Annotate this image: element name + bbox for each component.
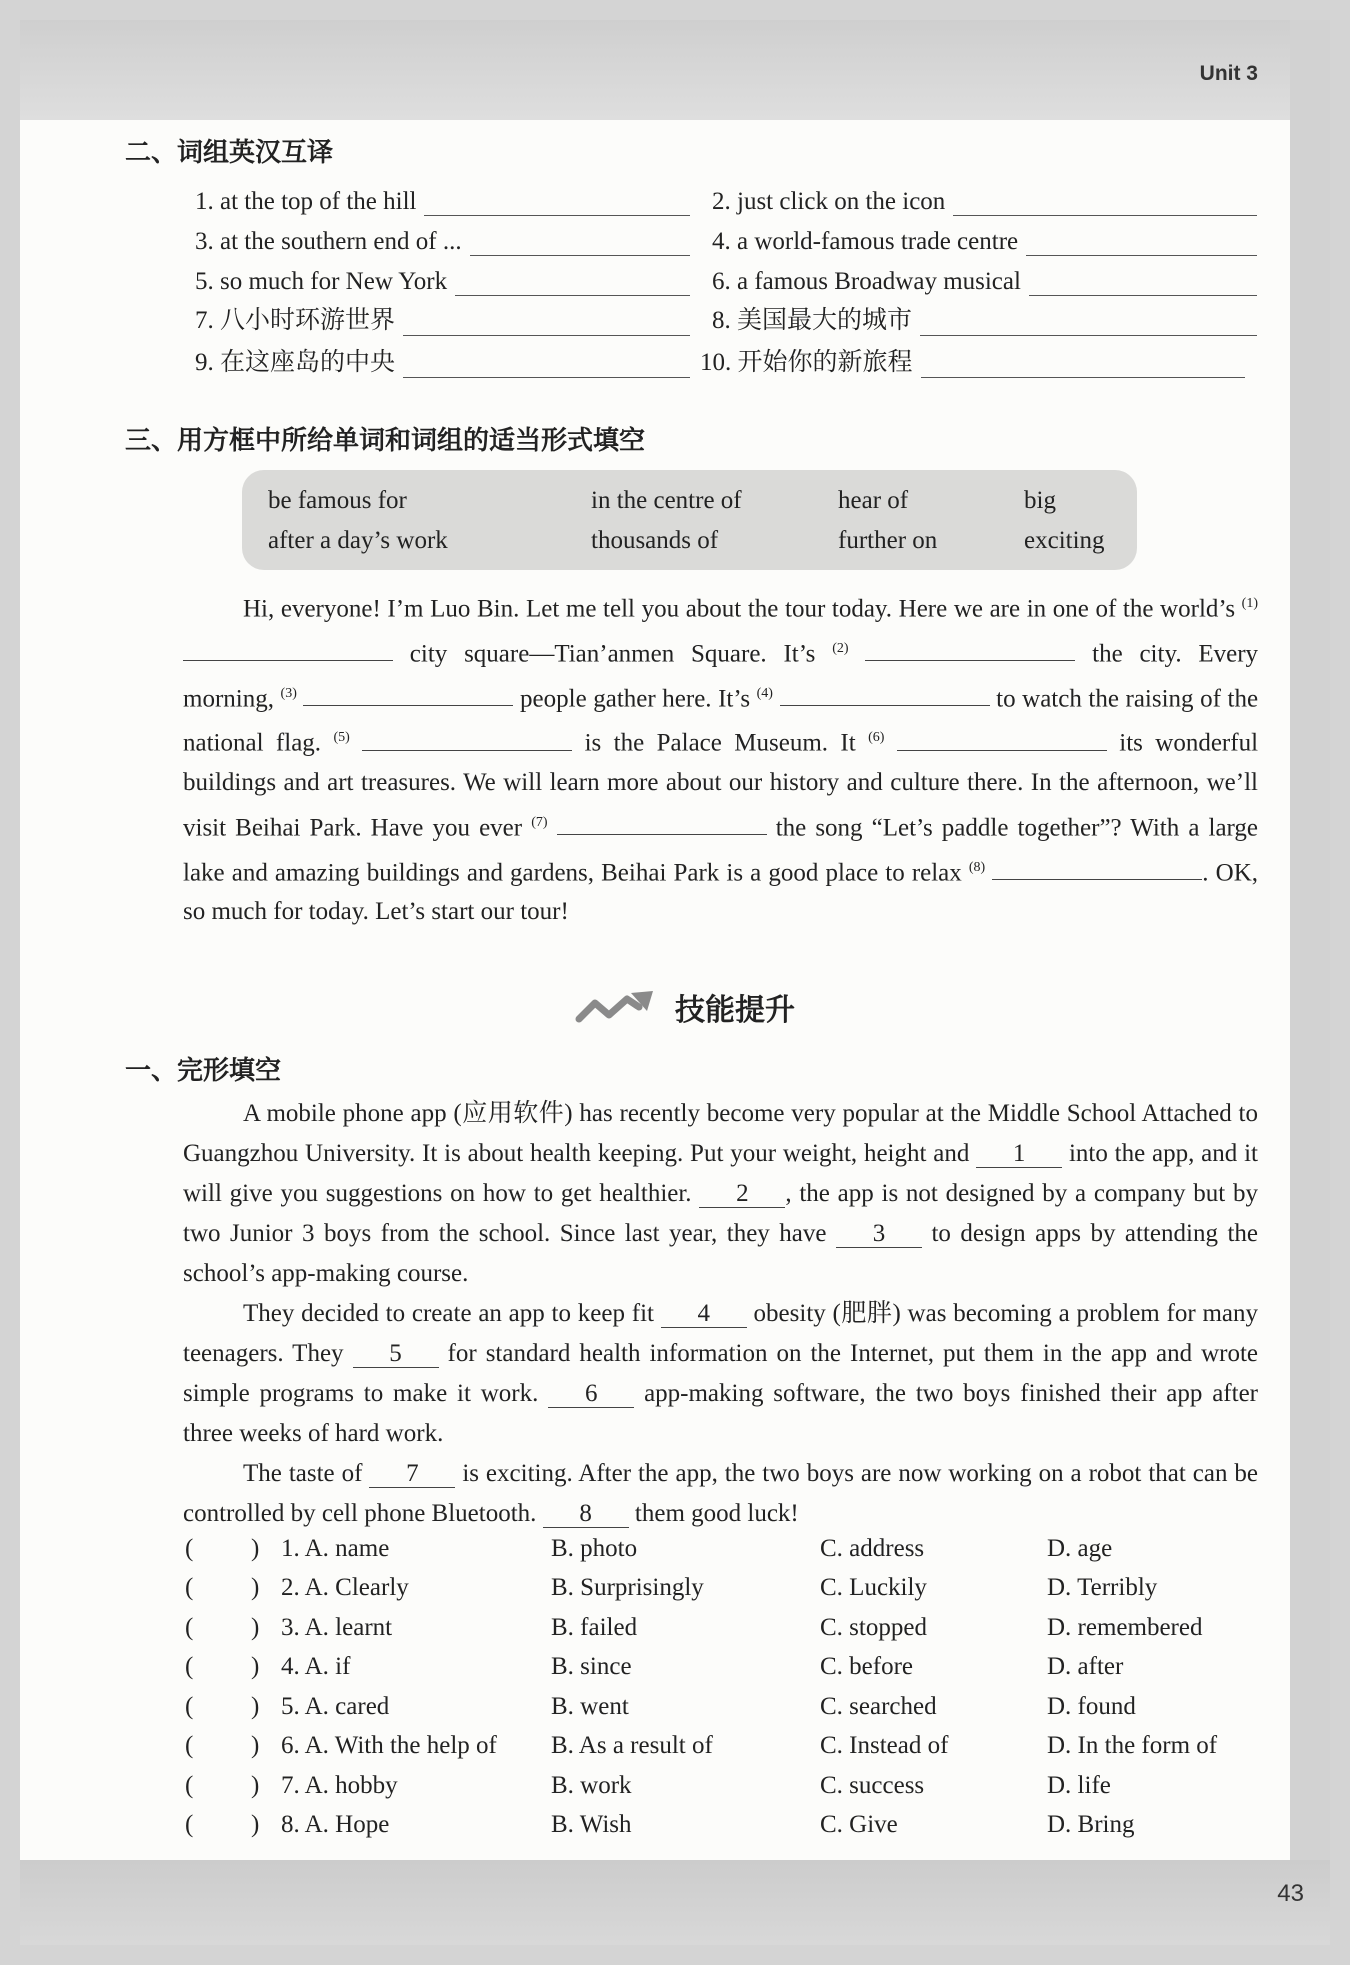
word-option: thousands of [591,527,719,554]
passage-text: the song “Let’s paddle together”? With a large lake and amazing buildings and gardens, Beihai Park is a good place to relax [183,814,1259,886]
cloze-gap-5[interactable]: 5 [353,1341,439,1368]
cloze-gap-1[interactable]: 1 [976,1141,1062,1168]
vocab-text: 5. so much for New York [195,268,448,295]
answer-blank[interactable] [403,351,690,378]
option-c[interactable]: C. stopped [820,1614,927,1641]
option-a[interactable]: 6. A. With the help of [281,1732,497,1759]
answer-paren: ) [251,1811,260,1838]
bottom-shadow-band [20,1860,1330,1945]
answer-paren: ) [251,1772,260,1799]
vocab-text: 6. a famous Broadway musical [712,268,1021,295]
vocab-text: 9. 在这座岛的中央 [195,349,396,376]
option-a[interactable]: 5. A. cared [281,1693,390,1720]
cloze-paragraph-1 [183,1094,1258,1294]
option-a[interactable]: 7. A. hobby [281,1772,398,1799]
vocab-item [195,216,690,256]
cloze-paragraph-2 [183,1294,1258,1454]
cloze-gap-7[interactable]: 7 [369,1461,455,1488]
option-row [183,1574,1263,1614]
cloze-gap-3[interactable]: 3 [836,1221,922,1248]
option-b[interactable]: B. work [551,1772,632,1799]
vocab-text: 10. 开始你的新旅程 [700,349,913,376]
answer-blank[interactable] [1029,269,1257,296]
passage-text: its wonderful buildings and art treasures. We will learn more about our history and culture there. In the afternoon, we’ll visit Beihai Park. Have you ever [183,729,1259,842]
section3-heading: 三、用方框中所给单词和词组的适当形式填空 [125,426,646,456]
passage-blank-3[interactable] [303,681,513,706]
vocab-text: 3. at the southern end of ... [195,228,462,255]
word-option: be famous for [268,487,407,514]
vocab-item [712,296,1257,336]
passage-blank-4[interactable] [780,681,990,706]
section2-heading: 二、词组英汉互译 [125,138,334,168]
option-d[interactable]: D. In the form of [1047,1732,1218,1759]
cloze-text: is exciting. After the app, the two boys are now working on a robot that can be controlled by cell phone Bluetooth. [183,1460,1258,1527]
vocab-item [712,176,1257,216]
option-b[interactable]: B. failed [551,1614,638,1641]
vocab-item [195,338,690,378]
option-b[interactable]: B. photo [551,1535,638,1562]
option-d[interactable]: D. Terribly [1047,1574,1158,1601]
option-row [183,1732,1263,1772]
passage-blank-7[interactable] [557,810,767,835]
word-option: further on [838,527,938,554]
word-option: after a day’s work [268,527,448,554]
skill-title-text: 技能提升 [675,993,795,1028]
blank-number: (2) [832,640,849,656]
option-a[interactable]: 1. A. name [281,1535,390,1562]
vocab-item [195,256,690,296]
vocab-text: 8. 美国最大的城市 [712,307,913,334]
unit-label: Unit 3 [1199,62,1258,85]
blank-number: (8) [968,859,986,875]
option-d[interactable]: D. Bring [1047,1811,1135,1838]
answer-blank[interactable] [424,189,690,216]
cloze-text: They decided to create an app to keep fit [243,1300,654,1327]
answer-blank[interactable] [470,229,690,256]
right-edge-strip [1290,20,1330,1945]
cloze-paragraph-3 [183,1454,1258,1534]
word-option: hear of [838,487,909,514]
cloze-text: , the app is not designed by a company but by two Junior 3 boys from the school. Since last year, they have [183,1180,1258,1247]
word-box [242,470,1137,570]
vocab-item [712,256,1257,296]
answer-blank[interactable] [920,309,1257,336]
vocab-text: 7. 八小时环游世界 [195,307,396,334]
option-row [183,1535,1263,1575]
option-c[interactable]: C. success [820,1772,925,1799]
cloze-gap-6[interactable]: 6 [548,1381,634,1408]
answer-blank[interactable] [403,309,690,336]
option-row [183,1614,1263,1654]
cloze-text: to design apps by attending the school’s app-making course. [183,1220,1258,1287]
vocab-item [700,338,1245,378]
passage-text: to watch the raising of the national flag. [183,684,1259,757]
answer-paren[interactable]: ( [185,1653,194,1680]
vocab-text: 1. at the top of the hill [195,188,417,215]
answer-paren[interactable]: ( [185,1574,194,1601]
option-d[interactable]: D. age [1047,1535,1113,1562]
passage-blank-1[interactable] [183,636,393,661]
cloze-text: for standard health information on the Internet, put them in the app and wrote simple programs to make it work. [183,1340,1258,1407]
trend-arrow-icon [575,989,655,1025]
option-b[interactable]: B. went [551,1693,629,1720]
answer-paren: ) [251,1693,260,1720]
passage-blank-2[interactable] [865,636,1075,661]
option-a[interactable]: 3. A. learnt [281,1614,393,1641]
cloze-text: app-making software, the two boys finished their app after three weeks of hard work. [183,1380,1258,1447]
option-d[interactable]: D. remembered [1047,1614,1203,1641]
answer-paren: ) [251,1535,260,1562]
vocab-text: 4. a world-famous trade centre [712,228,1019,255]
word-option: in the centre of [591,487,742,514]
option-d[interactable]: D. after [1047,1653,1124,1680]
blank-number: (4) [756,685,773,701]
answer-blank[interactable] [1026,229,1257,256]
option-c[interactable]: C. Luckily [820,1574,927,1601]
cloze-text: into the app, and it will give you suggestions on how to get healthier. [183,1140,1258,1207]
passage-text: city square—Tian’anmen Square. It’s [409,640,816,668]
skill-section-title [575,985,795,1029]
answer-paren[interactable]: ( [185,1772,194,1799]
option-b[interactable]: B. Surprisingly [551,1574,704,1601]
blank-number: (5) [333,730,350,746]
passage-blank-8[interactable] [992,855,1202,880]
option-a[interactable]: 8. A. Hope [281,1811,390,1838]
option-c[interactable]: C. Instead of [820,1732,949,1759]
option-c[interactable]: C. before [820,1653,914,1680]
cloze-gap-8[interactable]: 8 [543,1501,629,1528]
option-b[interactable]: B. Wish [551,1811,632,1838]
word-option: big [1024,487,1056,514]
option-row [183,1653,1263,1693]
answer-paren[interactable]: ( [185,1535,194,1562]
passage-blank-5[interactable] [362,726,572,751]
answer-blank[interactable] [953,189,1257,216]
answer-paren: ) [251,1614,260,1641]
blank-number: (1) [1241,596,1258,611]
option-row [183,1811,1263,1851]
option-a[interactable]: 4. A. if [281,1653,351,1680]
cloze-heading: 一、完形填空 [125,1056,282,1086]
top-shadow-band [20,20,1330,120]
option-c[interactable]: C. Give [820,1811,898,1838]
answer-paren: ) [251,1732,260,1759]
blank-number: (6) [868,730,885,746]
passage-text: the city. Every morning, [183,640,1259,712]
blank-number: (3) [280,685,297,701]
vocab-item [195,296,690,336]
answer-paren: ) [251,1653,260,1680]
cloze-text: them good luck! [634,1500,799,1527]
passage-text: . OK, so much for today. Let’s start our tour! [183,858,1258,926]
answer-paren[interactable]: ( [185,1732,194,1759]
answer-blank[interactable] [455,269,690,296]
option-row [183,1772,1263,1812]
word-option: exciting [1024,527,1105,554]
cloze-text: The taste of [243,1460,363,1487]
answer-paren[interactable]: ( [185,1614,194,1641]
answer-paren: ) [251,1574,260,1601]
answer-paren[interactable]: ( [185,1811,194,1838]
answer-paren[interactable]: ( [185,1693,194,1720]
vocab-item [712,216,1257,256]
passage [183,584,1258,932]
passage-text: Hi, everyone! I’m Luo Bin. Let me tell you about the tour today. Here we are in one of the world’s [243,595,1236,623]
option-a[interactable]: 2. A. Clearly [281,1574,409,1601]
page-number: 43 [1277,1880,1304,1907]
cloze-gap-2[interactable]: 2 [699,1181,785,1208]
cloze-text: obesity (肥胖) was becoming a problem for many teenagers. They [183,1300,1259,1367]
passage-text: is the Palace Museum. It [584,729,856,757]
option-row [183,1693,1263,1733]
answer-blank[interactable] [921,351,1245,378]
option-b[interactable]: B. since [551,1653,632,1680]
option-b[interactable]: B. As a result of [551,1732,713,1759]
passage-blank-6[interactable] [897,726,1107,751]
blank-number: (7) [531,814,548,830]
vocab-item [195,176,690,216]
cloze-text: A mobile phone app (应用软件) has recently become very popular at the Middle School Attached to Guangzhou University. It is about health keeping. Put your weight, height and [183,1100,1258,1167]
option-c[interactable]: C. address [820,1535,925,1562]
cloze-gap-4[interactable]: 4 [661,1301,747,1328]
option-c[interactable]: C. searched [820,1693,937,1720]
option-d[interactable]: D. found [1047,1693,1136,1720]
option-d[interactable]: D. life [1047,1772,1111,1799]
vocab-text: 2. just click on the icon [712,188,946,215]
passage-text: people gather here. It’s [520,684,751,712]
